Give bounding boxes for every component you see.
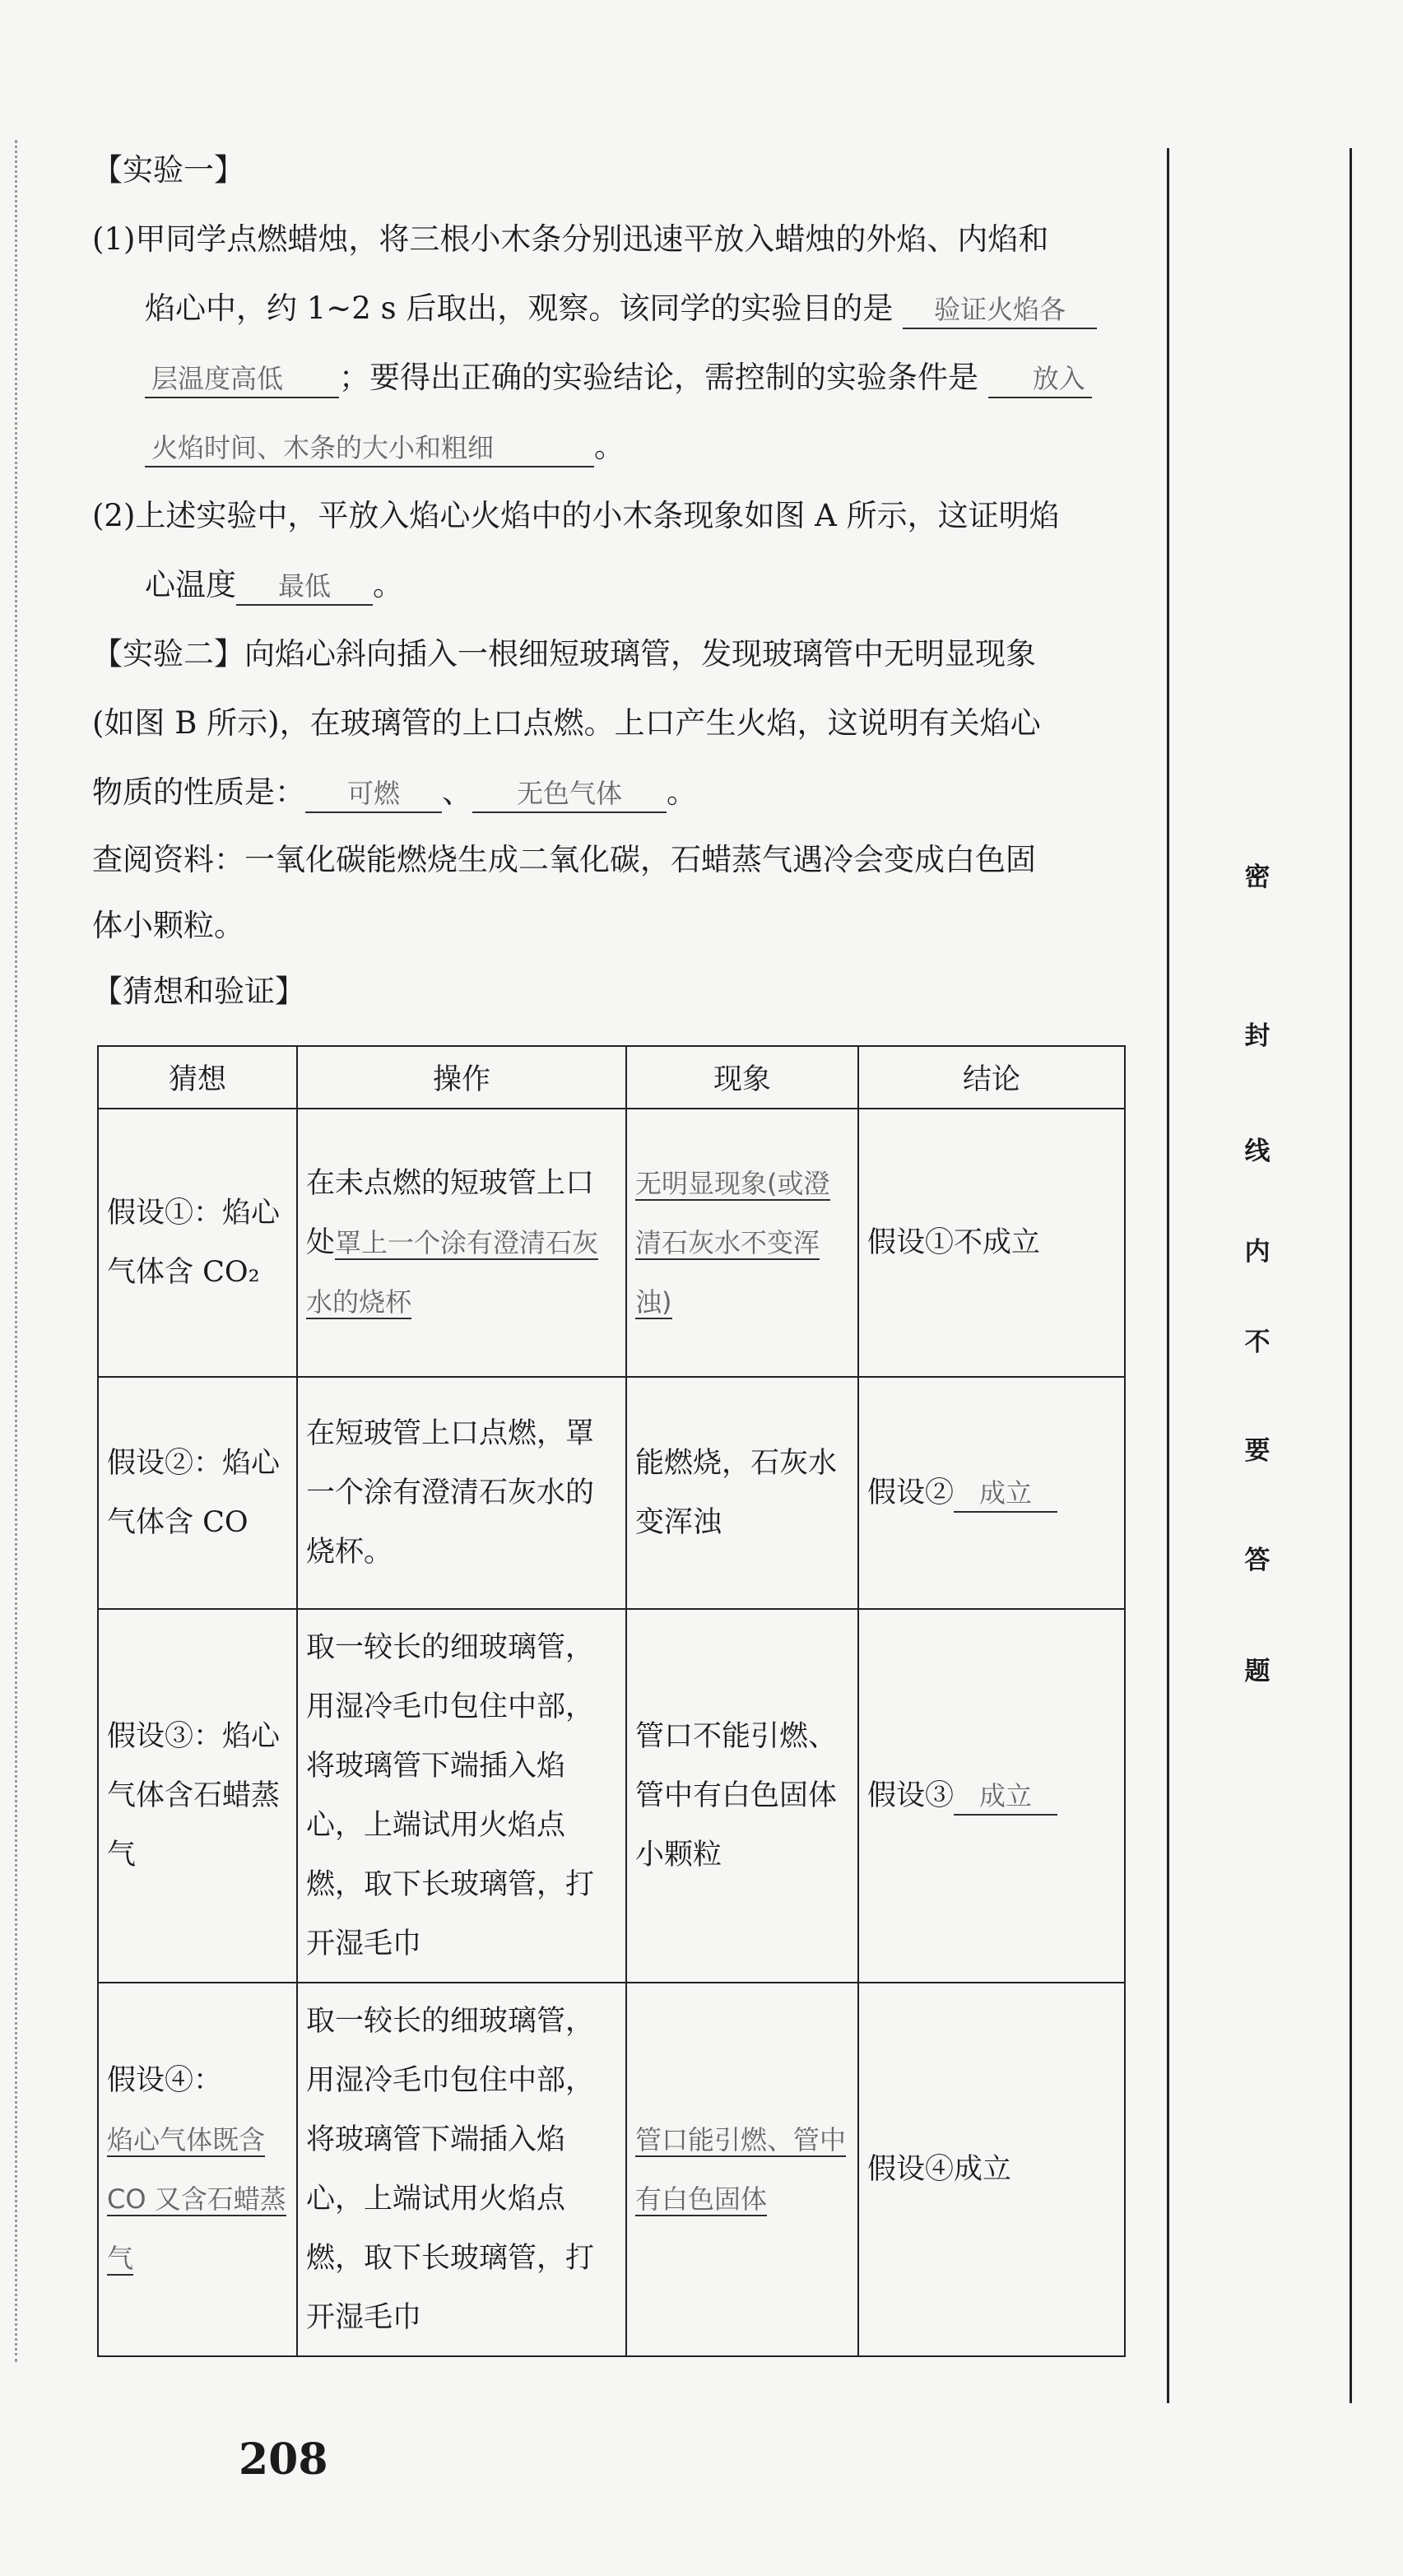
answer-blank: 成立 [954, 1778, 1057, 1816]
q1-line1: (1)甲同学点燃蜡烛，将三根小木条分别迅速平放入蜡烛的外焰、内焰和 [92, 221, 1049, 257]
page-number: 208 [239, 2434, 328, 2485]
exp2-line3-text: 物质的性质是： [92, 774, 305, 810]
cell-operation [297, 1109, 626, 1377]
q1-line2 [92, 274, 1131, 343]
answer-blank: 成立 [954, 1475, 1057, 1513]
margin-rule-right [1350, 148, 1352, 2403]
seal-char: 封 [1244, 1021, 1271, 1051]
cell-conclusion: 假设④成立 [858, 1983, 1125, 2356]
header-operation: 操作 [297, 1046, 626, 1109]
cell-conclusion: 假设①不成立 [858, 1109, 1125, 1377]
guess-text: 假设④： [107, 2064, 223, 2097]
q2-line2-text: 心温度 [145, 567, 236, 602]
answer-blank: 验证火焰各 [903, 291, 1097, 329]
concl-text: 假设② [867, 1476, 955, 1509]
concl-text: 假设③ [867, 1779, 955, 1812]
cell-guess: 假设③：焰心气体含石蜡蒸气 [98, 1609, 297, 1983]
cell-conclusion [858, 1377, 1125, 1609]
cell-phenomenon [626, 1109, 858, 1377]
table-row [98, 1109, 1125, 1377]
reference-line1: 查阅资料：一氧化碳能燃烧生成二氧化碳，石蜡蒸气遇冷会变成白色固 [92, 842, 1036, 877]
answer-blank: 可燃 [305, 775, 442, 813]
header-conclusion: 结论 [858, 1046, 1125, 1109]
cell-conclusion [858, 1609, 1125, 1983]
question-content [92, 136, 1131, 1025]
cell-phenomenon: 能燃烧，石灰水变浑浊 [626, 1377, 858, 1609]
cell-operation: 取一较长的细玻璃管，用湿冷毛巾包住中部，将玻璃管下端插入焰心，上端试用火焰点燃，取下长玻璃管，打开湿毛巾 [297, 1983, 626, 2356]
table-row [98, 1377, 1125, 1609]
binding-dotted-line [15, 140, 17, 2362]
exp2-line1-text: 向焰心斜向插入一根细短玻璃管，发现玻璃管中无明显现象 [244, 636, 1036, 672]
exp2-heading: 【实验二】 [92, 636, 244, 672]
seal-char: 题 [1244, 1657, 1271, 1686]
exp2-line2: (如图 B 所示)，在玻璃管的上口点燃。上口产生火焰，这说明有关焰心 [92, 705, 1041, 741]
margin-rule-left [1167, 148, 1169, 2403]
punct: 。 [373, 567, 403, 602]
table-row [98, 1609, 1125, 1983]
seal-char: 不 [1244, 1328, 1271, 1357]
punct: 。 [594, 429, 625, 464]
answer-blank: 放入 [988, 360, 1092, 398]
header-guess: 猜想 [98, 1046, 297, 1109]
seal-char: 内 [1244, 1237, 1271, 1267]
answer-blank: 管口能引燃、管中有白色固体 [635, 2124, 847, 2215]
cell-guess: 假设②：焰心气体含 CO [98, 1377, 297, 1609]
answer-blank: 无明显现象(或澄清石灰水不变浑浊) [635, 1168, 830, 1318]
cell-phenomenon [626, 1983, 858, 2356]
punct: 、 [442, 774, 472, 810]
seal-char: 要 [1244, 1436, 1271, 1466]
q1-line3-text: ；要得出正确的实验结论，需控制的实验条件是 [339, 360, 978, 395]
guess-heading: 【猜想和验证】 [92, 974, 305, 1009]
cell-guess [98, 1983, 297, 2356]
q1-line3 [92, 343, 1131, 412]
punct: 。 [667, 774, 697, 810]
answer-blank: 焰心气体既含 CO 又含石蜡蒸气 [107, 2124, 286, 2274]
header-phenomenon: 现象 [626, 1046, 858, 1109]
answer-blank: 层温度高低 [145, 360, 339, 398]
exp1-heading: 【实验一】 [92, 152, 244, 188]
seal-char: 答 [1244, 1546, 1271, 1575]
answer-blank: 无色气体 [472, 775, 667, 813]
q2-line2 [92, 551, 1131, 620]
q2-line1: (2)上述实验中，平放入焰心火焰中的小木条现象如图 A 所示，这证明焰 [92, 498, 1060, 533]
seal-char: 线 [1244, 1137, 1271, 1166]
cell-operation: 取一较长的细玻璃管，用湿冷毛巾包住中部，将玻璃管下端插入焰心，上端试用火焰点燃，取下长玻璃管，打开湿毛巾 [297, 1609, 626, 1983]
cell-guess: 假设①：焰心气体含 CO₂ [98, 1109, 297, 1377]
table-header-row [98, 1046, 1125, 1109]
cell-operation: 在短玻管上口点燃，罩一个涂有澄清石灰水的烧杯。 [297, 1377, 626, 1609]
answer-blank: 火焰时间、木条的大小和粗细 [145, 430, 594, 467]
reference-line2: 体小颗粒。 [92, 908, 244, 943]
hypothesis-table [97, 1045, 1126, 2357]
op-text: 在未点燃的短玻管上口处 [306, 1167, 595, 1259]
seal-char: 密 [1244, 863, 1271, 892]
q1-line4 [92, 412, 1131, 481]
q1-line2-text: 焰心中，约 1~2 s 后取出，观察。该同学的实验目的是 [145, 291, 894, 326]
answer-blank: 罩上一个涂有澄清石灰水的烧杯 [306, 1227, 599, 1318]
answer-blank: 最低 [236, 568, 373, 606]
cell-phenomenon: 管口不能引燃、管中有白色固体小颗粒 [626, 1609, 858, 1983]
exp2-line1 [92, 620, 1131, 689]
table-row [98, 1983, 1125, 2356]
exp2-line3 [92, 758, 1131, 827]
